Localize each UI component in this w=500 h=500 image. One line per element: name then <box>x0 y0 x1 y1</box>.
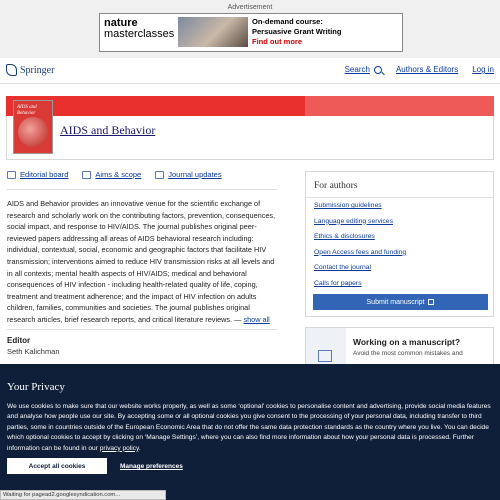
search-link[interactable] <box>345 65 382 74</box>
journal-updates-label: Journal updates <box>168 170 222 179</box>
ad-brand-bold: nature <box>104 17 138 29</box>
journal-cover-image <box>13 100 53 154</box>
springer-logo-icon <box>6 64 17 76</box>
description-text: AIDS and Behavior provides an innovative venue for the scientific exchange of research and scholarly work on the contributing factors, prevention, consequences, social impact, and response to HIV/AIDS. The journal publishes original peer-reviewed papers addressing all areas of AIDS behavioral research including: individual, contextual, social, economic and geographic factors that facilitate HIV transmission; interventions aimed to reduce HIV transmission risks at all levels and in all contexts; mental health aspects of HIV/AIDS; medical and behavioral consequences of HIV infection - including health-related quality of life, coping, treatment and treatment adherence; and the impact of HIV infection on adults children, families, communities and societies. The journal publishes original research articles, brief research reports, and critical literature reviews. — <box>7 199 276 324</box>
ad-text <box>252 17 341 47</box>
for-authors-title: For authors <box>314 181 358 191</box>
ad-cta[interactable]: Find out more <box>252 37 302 46</box>
editorial-board-label: Editorial board <box>20 170 69 179</box>
ad-line2: Persuasive Grant Writing <box>252 27 342 36</box>
ad-image <box>178 17 248 47</box>
open-access-fees-link[interactable]: Open Access fees and funding <box>314 248 407 256</box>
editorial-board-link[interactable] <box>7 170 68 179</box>
list-item <box>314 202 406 218</box>
editor-heading: Editor <box>7 336 31 345</box>
ad-banner[interactable] <box>99 13 403 52</box>
search-label: Search <box>344 65 370 74</box>
people-icon <box>7 171 16 179</box>
links-divider <box>7 189 277 190</box>
privacy-banner <box>0 364 500 500</box>
ad-label: Advertisement <box>227 4 273 11</box>
search-icon <box>374 66 382 74</box>
journal-description <box>7 198 279 326</box>
cover-art <box>18 117 48 147</box>
ad-brand <box>104 18 174 40</box>
manuscript-help-title: Working on a manuscript? <box>353 337 461 347</box>
submission-guidelines-link[interactable]: Submission guidelines <box>314 202 382 209</box>
manuscript-help-subtitle: Avoid the most common mistakes and <box>353 350 463 357</box>
external-link-icon <box>428 299 434 305</box>
header-nav <box>345 65 494 74</box>
journal-banner-accent <box>305 96 494 116</box>
privacy-title: Your Privacy <box>7 381 65 393</box>
cover-title: AIDS and Behavior <box>17 105 37 116</box>
submit-manuscript-button[interactable] <box>313 294 488 310</box>
privacy-end: . <box>138 444 141 452</box>
show-all-link[interactable]: show all <box>243 314 270 324</box>
privacy-body: We use cookies to make sure that our website works properly, as well as some ‘optional’ cookies to personalise content and advertising, provide social media features and analyse how people use our site. By accepting some or all optional cookies you give consent to the processing of your personal data, including transfer to third parties, some in countries outside of the European Economic Area that do not offer the same data protection standards as the country where you live. You can decide which optional cookies to accept by clicking on ‘Manage Settings’, where you can also find more information about how your personal data is processed. Further information can be found in our <box>7 403 491 452</box>
login-link[interactable]: Log in <box>472 65 494 74</box>
ad-brand-sub: masterclasses <box>104 28 175 40</box>
accept-all-cookies-button[interactable]: Accept all cookies <box>7 458 107 474</box>
aims-scope-label: Aims & scope <box>95 170 142 179</box>
privacy-policy-link[interactable]: privacy policy <box>99 444 139 452</box>
list-item <box>314 218 406 234</box>
authors-editors-link[interactable]: Authors & Editors <box>395 65 459 74</box>
journal-links <box>7 170 222 179</box>
submit-manuscript-label: Submit manuscript <box>366 298 425 306</box>
for-authors-list <box>314 202 406 296</box>
journal-title[interactable]: AIDS and Behavior <box>60 123 156 137</box>
document-icon <box>82 171 91 179</box>
advertisement-strip <box>0 0 500 58</box>
ethics-disclosures-link[interactable]: Ethics & disclosures <box>314 233 375 241</box>
springer-logo[interactable] <box>6 64 54 76</box>
editor-divider <box>7 329 277 330</box>
list-item <box>314 264 406 280</box>
list-item <box>314 233 406 249</box>
logo-text: Springer <box>20 64 55 76</box>
language-editing-link[interactable]: Language editing services <box>314 217 393 225</box>
journal-updates-link[interactable] <box>155 170 221 179</box>
calls-for-papers-link[interactable]: Calls for papers <box>314 279 362 287</box>
browser-status-bar: Waiting for pagead2.googlesyndication.com... <box>0 490 166 500</box>
site-header <box>0 58 500 84</box>
editor-name: Seth Kalichman <box>7 347 60 356</box>
contact-journal-link[interactable]: Contact the journal <box>314 264 372 272</box>
list-item <box>314 249 406 265</box>
for-authors-panel <box>305 171 494 317</box>
manage-preferences-link[interactable]: Manage preferences <box>120 463 183 470</box>
manuscript-icon <box>318 350 332 362</box>
aims-scope-link[interactable] <box>82 170 141 179</box>
privacy-text <box>7 402 495 454</box>
for-authors-separator <box>306 197 493 198</box>
news-icon <box>155 171 164 179</box>
ad-line1: On-demand course: <box>252 17 323 26</box>
